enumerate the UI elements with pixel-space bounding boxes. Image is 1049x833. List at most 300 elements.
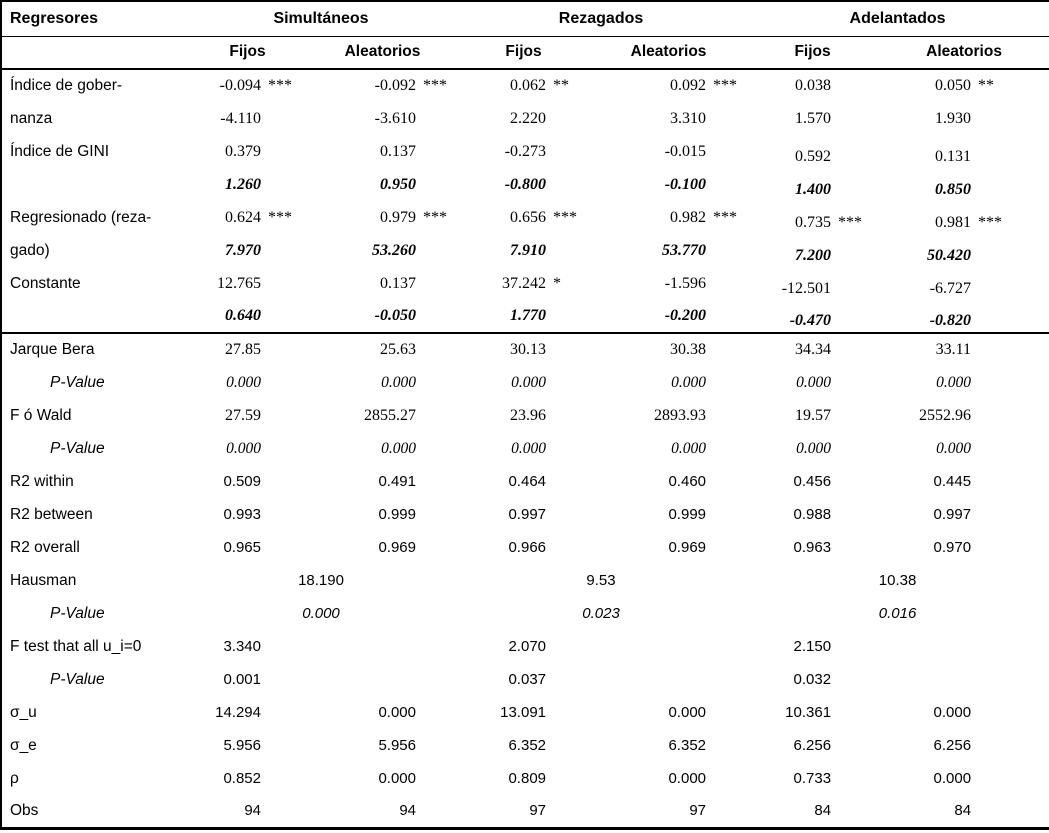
value-text: 0.050 — [935, 77, 972, 94]
subheader-fijos-2: Fijos — [456, 36, 591, 69]
value-text: 84 — [814, 801, 832, 819]
row-label — [1, 333, 186, 366]
value-text: 30.13 — [510, 341, 547, 358]
value-cell — [879, 333, 971, 366]
value-cell — [186, 564, 456, 597]
significance-stars — [416, 729, 456, 762]
significance-stars — [546, 696, 591, 729]
value-cell — [309, 234, 416, 267]
significance-stars — [706, 399, 746, 432]
significance-stars — [706, 630, 746, 663]
value-cell — [456, 102, 546, 135]
value-text: 0.037 — [508, 670, 547, 688]
value-cell — [456, 795, 546, 828]
significance-stars — [261, 630, 309, 663]
value-cell — [309, 333, 416, 366]
row-label — [1, 597, 186, 630]
value-text: 0.656 — [510, 208, 547, 226]
row-label-text: P-Value — [50, 373, 105, 391]
significance-stars — [261, 498, 309, 531]
table-row — [1, 201, 1049, 234]
value-text: 1.770 — [510, 307, 547, 324]
significance-stars — [971, 696, 1049, 729]
value-cell — [186, 366, 261, 399]
significance-stars — [546, 729, 591, 762]
significance-stars — [971, 168, 1049, 201]
value-text: 0.000 — [671, 439, 707, 457]
value-text: 0.379 — [225, 142, 261, 160]
value-cell — [746, 597, 1049, 630]
significance-stars-text: *** — [713, 208, 738, 226]
value-cell — [309, 498, 416, 531]
value-cell — [309, 267, 416, 300]
value-text: 0.850 — [935, 180, 972, 198]
value-text: 0.000 — [226, 373, 261, 391]
table-row — [1, 729, 1049, 762]
significance-stars — [261, 234, 309, 267]
value-text: 12.765 — [217, 274, 261, 292]
value-text: 3.310 — [670, 109, 707, 127]
value-cell — [879, 267, 971, 300]
significance-stars — [546, 102, 591, 135]
value-cell — [309, 168, 416, 201]
value-cell — [186, 102, 261, 135]
significance-stars — [831, 201, 879, 234]
value-cell — [746, 498, 831, 531]
value-cell — [591, 531, 706, 564]
value-text: 0.445 — [933, 472, 972, 490]
significance-stars — [971, 333, 1049, 366]
significance-stars — [831, 135, 879, 168]
value-text: 0.999 — [668, 505, 707, 523]
significance-stars — [971, 234, 1049, 267]
row-label — [1, 267, 186, 300]
row-label — [1, 135, 186, 168]
value-cell — [879, 531, 971, 564]
significance-stars — [831, 168, 879, 201]
value-text: 0.000 — [933, 769, 972, 787]
value-cell — [456, 597, 746, 630]
value-cell — [309, 135, 416, 168]
significance-stars-text: *** — [268, 208, 292, 226]
value-text: 37.242 — [502, 274, 547, 292]
significance-stars — [546, 69, 591, 102]
significance-stars-text: *** — [713, 77, 738, 94]
row-label — [1, 663, 186, 696]
value-cell — [456, 564, 746, 597]
table-row — [1, 135, 1049, 168]
significance-stars — [261, 531, 309, 564]
significance-stars — [416, 102, 456, 135]
table-row — [1, 498, 1049, 531]
significance-stars — [706, 729, 746, 762]
significance-stars — [261, 201, 309, 234]
value-text: 6.352 — [668, 736, 707, 754]
significance-stars — [416, 267, 456, 300]
value-text: 0.969 — [378, 538, 416, 556]
significance-stars — [416, 762, 456, 795]
value-text: 33.11 — [935, 341, 972, 358]
value-text: -0.800 — [504, 175, 547, 193]
value-text: 0.456 — [793, 472, 832, 490]
significance-stars — [706, 663, 746, 696]
value-text: 0.000 — [302, 604, 340, 622]
row-label-text: gado) — [10, 241, 50, 259]
value-text: 27.85 — [225, 341, 261, 358]
value-cell — [879, 69, 971, 102]
value-cell — [456, 201, 546, 234]
significance-stars — [261, 69, 309, 102]
value-text: 0.000 — [796, 373, 832, 391]
group-header-adelantados: Adelantados — [746, 1, 1049, 36]
value-cell — [746, 564, 1049, 597]
value-text: 0.509 — [223, 472, 261, 490]
value-cell — [186, 729, 261, 762]
value-text: 1.260 — [225, 175, 261, 193]
value-text: 0.965 — [223, 538, 261, 556]
significance-stars-text: ** — [978, 77, 995, 94]
significance-stars — [706, 267, 746, 300]
significance-stars — [546, 234, 591, 267]
row-label — [1, 564, 186, 597]
value-text: 0.997 — [508, 505, 547, 523]
significance-stars-text: *** — [268, 77, 292, 94]
value-text: 10.38 — [878, 571, 917, 589]
significance-stars — [261, 300, 309, 333]
significance-stars — [971, 432, 1049, 465]
value-cell — [746, 762, 831, 795]
value-cell — [591, 498, 706, 531]
value-text: -0.094 — [219, 77, 261, 94]
significance-stars — [416, 432, 456, 465]
significance-stars — [831, 630, 879, 663]
value-text: 0.000 — [668, 769, 707, 787]
value-cell — [746, 630, 831, 663]
value-text: 0.000 — [936, 373, 972, 391]
significance-stars — [831, 366, 879, 399]
table-row — [1, 531, 1049, 564]
significance-stars — [971, 531, 1049, 564]
significance-stars — [971, 102, 1049, 135]
value-text: 0.092 — [670, 77, 707, 94]
table-row — [1, 69, 1049, 102]
significance-stars — [706, 234, 746, 267]
significance-stars — [416, 135, 456, 168]
value-cell — [879, 630, 971, 663]
value-text: -0.273 — [504, 142, 547, 160]
value-text: 0.016 — [878, 604, 917, 622]
value-cell — [879, 696, 971, 729]
significance-stars-text: ** — [553, 77, 570, 94]
row-label — [1, 465, 186, 498]
row-label-text: R2 between — [10, 505, 93, 523]
group-header-rezagados: Rezagados — [456, 1, 746, 36]
significance-stars — [706, 102, 746, 135]
value-cell — [591, 399, 706, 432]
value-cell — [309, 663, 416, 696]
value-text: 0.735 — [795, 213, 832, 231]
value-text: 0.000 — [668, 703, 707, 721]
table-row — [1, 300, 1049, 333]
significance-stars — [706, 135, 746, 168]
empty-header-cell — [1, 36, 186, 69]
table-row — [1, 762, 1049, 795]
row-label — [1, 729, 186, 762]
row-label-text: Obs — [10, 801, 39, 819]
value-cell — [456, 300, 546, 333]
value-text: -12.501 — [781, 279, 832, 297]
value-text: 10.361 — [785, 703, 832, 721]
value-cell — [591, 465, 706, 498]
value-text: 13.091 — [500, 703, 547, 721]
value-text: 6.256 — [933, 736, 972, 754]
value-cell — [591, 333, 706, 366]
row-label — [1, 795, 186, 828]
significance-stars — [971, 201, 1049, 234]
value-cell — [186, 498, 261, 531]
value-text: 0.963 — [793, 538, 832, 556]
significance-stars — [416, 201, 456, 234]
significance-stars — [261, 432, 309, 465]
value-text: 2855.27 — [364, 406, 416, 424]
significance-stars — [261, 762, 309, 795]
value-cell — [746, 531, 831, 564]
value-cell — [186, 333, 261, 366]
significance-stars — [831, 729, 879, 762]
value-text: 0.000 — [511, 373, 547, 391]
value-cell — [309, 399, 416, 432]
value-text: 53.260 — [372, 241, 416, 259]
subheader-aleatorios-3: Aleatorios — [879, 36, 1049, 69]
significance-stars — [971, 498, 1049, 531]
table-row — [1, 465, 1049, 498]
value-text: 0.969 — [668, 538, 707, 556]
value-cell — [186, 531, 261, 564]
value-text: 0.000 — [378, 703, 416, 721]
significance-stars — [831, 531, 879, 564]
value-text: 0.733 — [793, 769, 832, 787]
significance-stars — [546, 531, 591, 564]
value-cell — [186, 300, 261, 333]
significance-stars — [831, 69, 879, 102]
value-cell — [591, 267, 706, 300]
table-row — [1, 234, 1049, 267]
value-text: 0.997 — [933, 505, 972, 523]
value-cell — [591, 630, 706, 663]
value-text: 0.460 — [668, 472, 707, 490]
value-cell — [879, 234, 971, 267]
significance-stars — [831, 267, 879, 300]
value-text: 0.491 — [378, 472, 416, 490]
significance-stars — [416, 399, 456, 432]
value-text: -6.727 — [929, 279, 972, 297]
row-label — [1, 168, 186, 201]
row-label — [1, 762, 186, 795]
value-text: 0.592 — [795, 147, 832, 165]
significance-stars — [706, 300, 746, 333]
value-cell — [746, 102, 831, 135]
value-cell — [591, 432, 706, 465]
value-cell — [879, 663, 971, 696]
value-text: 0.032 — [793, 670, 832, 688]
regressors-header: Regresores — [1, 1, 186, 36]
value-cell — [309, 465, 416, 498]
value-text: 84 — [954, 801, 972, 819]
value-cell — [309, 432, 416, 465]
value-cell — [456, 498, 546, 531]
value-cell — [591, 795, 706, 828]
significance-stars-text: *** — [423, 208, 447, 226]
value-cell — [746, 168, 831, 201]
significance-stars — [831, 399, 879, 432]
value-text: -0.092 — [374, 77, 416, 94]
value-cell — [746, 663, 831, 696]
significance-stars — [416, 630, 456, 663]
value-text: 5.956 — [223, 736, 261, 754]
significance-stars — [416, 663, 456, 696]
value-text: 0.981 — [935, 213, 972, 231]
significance-stars — [831, 762, 879, 795]
significance-stars — [706, 432, 746, 465]
table-row — [1, 399, 1049, 432]
value-cell — [746, 729, 831, 762]
row-label-text: σ_e — [10, 736, 37, 754]
value-cell — [309, 69, 416, 102]
value-text: 0.137 — [380, 274, 416, 292]
significance-stars — [706, 69, 746, 102]
value-cell — [746, 333, 831, 366]
row-label-text: ρ — [10, 769, 19, 787]
subheader-fijos-1: Fijos — [186, 36, 309, 69]
value-cell — [456, 168, 546, 201]
value-text: -0.100 — [664, 175, 707, 193]
table-row — [1, 267, 1049, 300]
value-text: 1.930 — [935, 109, 972, 127]
significance-stars — [831, 432, 879, 465]
value-text: 27.59 — [225, 406, 261, 424]
row-label — [1, 69, 186, 102]
value-text: 2552.96 — [919, 406, 972, 424]
row-label-text: F ó Wald — [10, 406, 72, 424]
significance-stars — [261, 663, 309, 696]
table-row — [1, 366, 1049, 399]
significance-stars — [546, 267, 591, 300]
value-cell — [456, 399, 546, 432]
value-cell — [879, 102, 971, 135]
value-text: 1.400 — [795, 180, 832, 198]
significance-stars — [706, 696, 746, 729]
significance-stars — [546, 663, 591, 696]
significance-stars — [706, 333, 746, 366]
table-body — [1, 69, 1049, 828]
value-cell — [879, 135, 971, 168]
group-header-simultaneos: Simultáneos — [186, 1, 456, 36]
value-cell — [186, 762, 261, 795]
value-cell — [309, 102, 416, 135]
value-cell — [879, 498, 971, 531]
significance-stars — [261, 168, 309, 201]
value-text: 53.770 — [662, 241, 707, 259]
table-row — [1, 630, 1049, 663]
value-cell — [746, 696, 831, 729]
significance-stars — [831, 795, 879, 828]
significance-stars — [261, 729, 309, 762]
value-text: 6.256 — [793, 736, 832, 754]
significance-stars — [546, 135, 591, 168]
value-text: 0.000 — [933, 703, 972, 721]
value-text: 0.000 — [226, 439, 261, 457]
row-label-text: Índice de GINI — [10, 142, 110, 160]
value-text: -0.470 — [789, 312, 832, 329]
significance-stars — [261, 696, 309, 729]
significance-stars — [546, 498, 591, 531]
value-text: -1.596 — [664, 274, 707, 292]
value-text: 0.993 — [223, 505, 261, 523]
row-label-text: σ_u — [10, 703, 37, 721]
row-label-text: Regresionado (reza- — [10, 208, 152, 226]
value-text: 97 — [689, 801, 707, 819]
significance-stars — [416, 300, 456, 333]
row-label — [1, 531, 186, 564]
value-text: 0.950 — [380, 175, 416, 193]
significance-stars — [546, 333, 591, 366]
value-text: 0.137 — [380, 142, 416, 160]
value-text: -0.820 — [929, 312, 972, 329]
significance-stars — [261, 135, 309, 168]
value-text: 0.023 — [582, 604, 620, 622]
value-cell — [186, 69, 261, 102]
significance-stars — [261, 366, 309, 399]
value-cell — [591, 102, 706, 135]
row-label-text: Jarque Bera — [10, 341, 95, 358]
significance-stars — [971, 465, 1049, 498]
value-text: 25.63 — [380, 341, 416, 358]
row-label — [1, 366, 186, 399]
table-row — [1, 696, 1049, 729]
value-cell — [186, 135, 261, 168]
significance-stars — [831, 498, 879, 531]
value-text: 9.53 — [586, 571, 616, 589]
row-label — [1, 432, 186, 465]
subheader-aleatorios-2: Aleatorios — [591, 36, 746, 69]
value-text: 0.970 — [933, 538, 972, 556]
value-cell — [746, 366, 831, 399]
significance-stars — [971, 366, 1049, 399]
row-label — [1, 399, 186, 432]
value-cell — [456, 531, 546, 564]
value-cell — [456, 696, 546, 729]
value-text: 0.624 — [225, 208, 261, 226]
table-header-groups — [1, 1, 1049, 36]
significance-stars — [261, 102, 309, 135]
value-cell — [456, 267, 546, 300]
value-cell — [746, 201, 831, 234]
value-cell — [186, 201, 261, 234]
value-cell — [456, 762, 546, 795]
significance-stars-text: *** — [838, 213, 863, 231]
value-text: 0.988 — [793, 505, 832, 523]
subheader-fijos-3: Fijos — [746, 36, 879, 69]
value-text: 0.001 — [223, 670, 261, 688]
significance-stars — [261, 465, 309, 498]
significance-stars — [546, 201, 591, 234]
significance-stars — [261, 267, 309, 300]
value-text: -3.610 — [374, 109, 416, 127]
value-text: 0.982 — [670, 208, 707, 226]
value-text: 0.131 — [935, 147, 972, 165]
table-row — [1, 564, 1049, 597]
significance-stars — [546, 168, 591, 201]
